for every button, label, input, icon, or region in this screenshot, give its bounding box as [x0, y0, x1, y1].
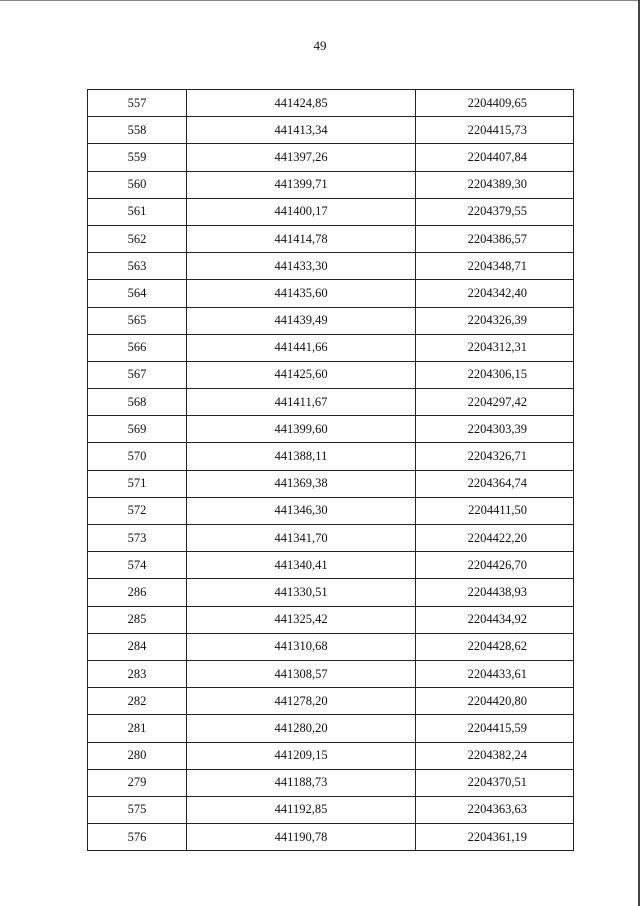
- table-row: [88, 606, 574, 633]
- table-row: [88, 225, 574, 252]
- table-row: [88, 824, 574, 851]
- point-number-cell: 568: [88, 389, 187, 416]
- point-number-cell: 570: [88, 443, 187, 470]
- x-coordinate-cell: 441346,30: [187, 497, 416, 524]
- table-row: [88, 416, 574, 443]
- y-coordinate-cell: 2204364,74: [416, 470, 574, 497]
- y-coordinate-cell: 2204363,63: [416, 796, 574, 823]
- table-row: [88, 769, 574, 796]
- x-coordinate-cell: 441424,85: [187, 90, 416, 117]
- x-coordinate-cell: 441188,73: [187, 769, 416, 796]
- table-row: [88, 552, 574, 579]
- y-coordinate-cell: 2204348,71: [416, 253, 574, 280]
- point-number-cell: 282: [88, 688, 187, 715]
- y-coordinate-cell: 2204382,24: [416, 742, 574, 769]
- point-number-cell: 574: [88, 552, 187, 579]
- table-row: [88, 389, 574, 416]
- table-row: [88, 470, 574, 497]
- table-row: [88, 171, 574, 198]
- y-coordinate-cell: 2204415,59: [416, 715, 574, 742]
- y-coordinate-cell: 2204434,92: [416, 606, 574, 633]
- y-coordinate-cell: 2204420,80: [416, 688, 574, 715]
- page-number: 49: [313, 38, 327, 53]
- x-coordinate-cell: 441439,49: [187, 307, 416, 334]
- table-row: [88, 742, 574, 769]
- point-number-cell: 563: [88, 253, 187, 280]
- y-coordinate-cell: 2204370,51: [416, 769, 574, 796]
- point-number-cell: 281: [88, 715, 187, 742]
- y-coordinate-cell: 2204306,15: [416, 361, 574, 388]
- y-coordinate-cell: 2204433,61: [416, 660, 574, 687]
- table-row: [88, 796, 574, 823]
- y-coordinate-cell: 2204407,84: [416, 144, 574, 171]
- table-row: [88, 497, 574, 524]
- x-coordinate-cell: 441435,60: [187, 280, 416, 307]
- point-number-cell: 558: [88, 117, 187, 144]
- table-row: [88, 443, 574, 470]
- point-number-cell: 559: [88, 144, 187, 171]
- x-coordinate-cell: 441388,11: [187, 443, 416, 470]
- table-row: [88, 280, 574, 307]
- point-number-cell: 576: [88, 824, 187, 851]
- point-number-cell: 560: [88, 171, 187, 198]
- y-coordinate-cell: 2204411,50: [416, 497, 574, 524]
- table-row: [88, 198, 574, 225]
- y-coordinate-cell: 2204297,42: [416, 389, 574, 416]
- x-coordinate-cell: 441209,15: [187, 742, 416, 769]
- point-number-cell: 569: [88, 416, 187, 443]
- table-row: [88, 253, 574, 280]
- x-coordinate-cell: 441190,78: [187, 824, 416, 851]
- table-row: [88, 334, 574, 361]
- table-row: [88, 688, 574, 715]
- y-coordinate-cell: 2204415,73: [416, 117, 574, 144]
- point-number-cell: 279: [88, 769, 187, 796]
- point-number-cell: 284: [88, 633, 187, 660]
- y-coordinate-cell: 2204438,93: [416, 579, 574, 606]
- x-coordinate-cell: 441308,57: [187, 660, 416, 687]
- x-coordinate-cell: 441411,67: [187, 389, 416, 416]
- point-number-cell: 562: [88, 225, 187, 252]
- x-coordinate-cell: 441414,78: [187, 225, 416, 252]
- point-number-cell: 561: [88, 198, 187, 225]
- y-coordinate-cell: 2204389,30: [416, 171, 574, 198]
- x-coordinate-cell: 441399,60: [187, 416, 416, 443]
- y-coordinate-cell: 2204409,65: [416, 90, 574, 117]
- x-coordinate-cell: 441340,41: [187, 552, 416, 579]
- y-coordinate-cell: 2204303,39: [416, 416, 574, 443]
- table-row: [88, 117, 574, 144]
- table-row: [88, 660, 574, 687]
- x-coordinate-cell: 441441,66: [187, 334, 416, 361]
- y-coordinate-cell: 2204326,71: [416, 443, 574, 470]
- point-number-cell: 564: [88, 280, 187, 307]
- point-number-cell: 572: [88, 497, 187, 524]
- table-row: [88, 144, 574, 171]
- x-coordinate-cell: 441330,51: [187, 579, 416, 606]
- x-coordinate-cell: 441278,20: [187, 688, 416, 715]
- point-number-cell: 565: [88, 307, 187, 334]
- coordinates-table-body: [88, 90, 574, 851]
- y-coordinate-cell: 2204326,39: [416, 307, 574, 334]
- point-number-cell: 573: [88, 525, 187, 552]
- table-row: [88, 525, 574, 552]
- table-row: [88, 579, 574, 606]
- x-coordinate-cell: 441400,17: [187, 198, 416, 225]
- point-number-cell: 280: [88, 742, 187, 769]
- x-coordinate-cell: 441413,34: [187, 117, 416, 144]
- y-coordinate-cell: 2204426,70: [416, 552, 574, 579]
- x-coordinate-cell: 441310,68: [187, 633, 416, 660]
- x-coordinate-cell: 441399,71: [187, 171, 416, 198]
- table-row: [88, 307, 574, 334]
- x-coordinate-cell: 441192,85: [187, 796, 416, 823]
- point-number-cell: 286: [88, 579, 187, 606]
- point-number-cell: 283: [88, 660, 187, 687]
- point-number-cell: 557: [88, 90, 187, 117]
- x-coordinate-cell: 441425,60: [187, 361, 416, 388]
- point-number-cell: 285: [88, 606, 187, 633]
- point-number-cell: 567: [88, 361, 187, 388]
- y-coordinate-cell: 2204312,31: [416, 334, 574, 361]
- x-coordinate-cell: 441325,42: [187, 606, 416, 633]
- point-number-cell: 571: [88, 470, 187, 497]
- y-coordinate-cell: 2204361,19: [416, 824, 574, 851]
- x-coordinate-cell: 441280,20: [187, 715, 416, 742]
- y-coordinate-cell: 2204422,20: [416, 525, 574, 552]
- table-row: [88, 633, 574, 660]
- y-coordinate-cell: 2204428,62: [416, 633, 574, 660]
- y-coordinate-cell: 2204386,57: [416, 225, 574, 252]
- y-coordinate-cell: 2204342,40: [416, 280, 574, 307]
- x-coordinate-cell: 441341,70: [187, 525, 416, 552]
- table-row: [88, 90, 574, 117]
- y-coordinate-cell: 2204379,55: [416, 198, 574, 225]
- coordinates-table: [87, 89, 574, 851]
- table-row: [88, 715, 574, 742]
- point-number-cell: 575: [88, 796, 187, 823]
- x-coordinate-cell: 441433,30: [187, 253, 416, 280]
- x-coordinate-cell: 441369,38: [187, 470, 416, 497]
- page-top-edge: [0, 0, 640, 1]
- table-row: [88, 361, 574, 388]
- point-number-cell: 566: [88, 334, 187, 361]
- x-coordinate-cell: 441397,26: [187, 144, 416, 171]
